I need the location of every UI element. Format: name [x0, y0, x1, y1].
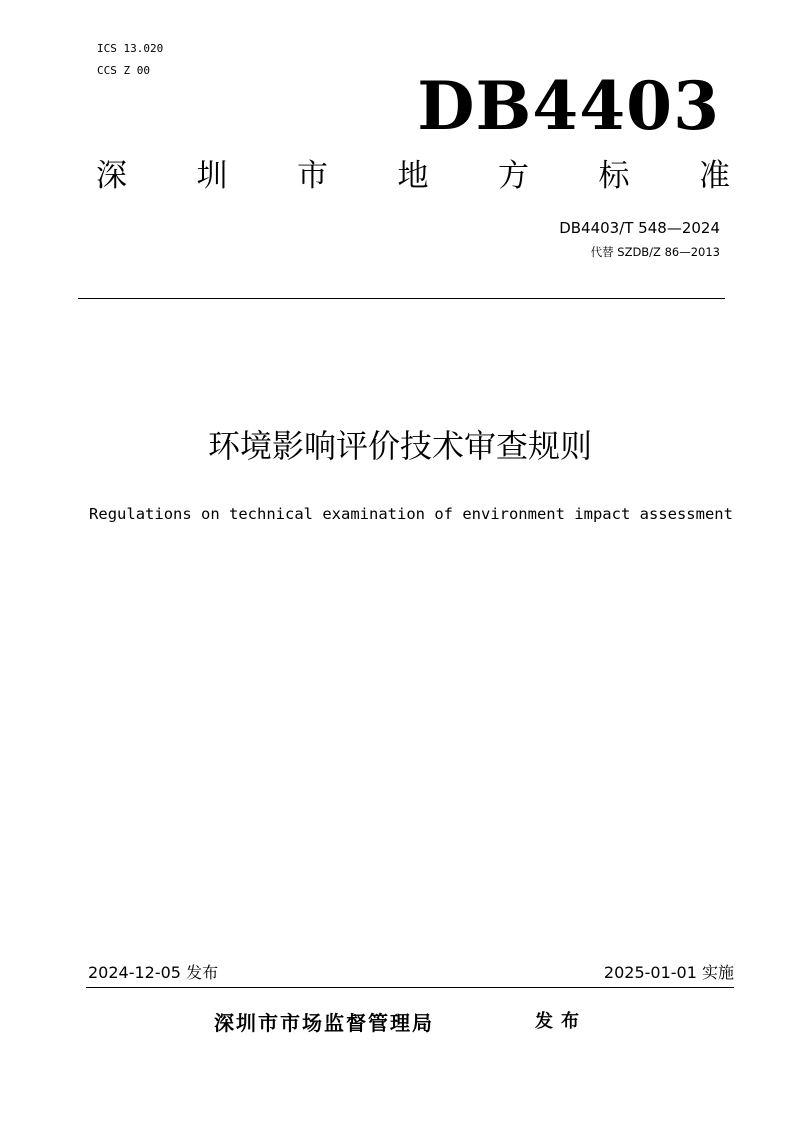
standard-type-char: 准: [699, 158, 730, 194]
issue-date: 2024-12-05 发布: [88, 963, 219, 982]
replaces-standard: 代替 SZDB/Z 86—2013: [590, 245, 720, 259]
ccs-code: CCS Z 00: [97, 64, 150, 77]
standard-type-char: 方: [498, 158, 529, 194]
implementation-date: 2025-01-01 实施: [603, 963, 734, 982]
standard-type-char: 圳: [196, 158, 228, 194]
document-title-english: Regulations on technical examination of environment impact assessment: [89, 505, 733, 523]
issuing-authority: 深圳市市场监督管理局: [214, 1011, 434, 1035]
publish-label: 发布: [535, 1011, 587, 1032]
standard-logo: DB4403: [417, 67, 720, 145]
standard-type-char: 地: [397, 158, 429, 194]
standard-type-heading: [96, 156, 730, 196]
ics-code: ICS 13.020: [97, 42, 164, 55]
standard-type-char: 标: [598, 158, 630, 194]
document-title-chinese: 环境影响评价技术审查规则: [207, 427, 592, 465]
standard-type-char: 市: [297, 158, 328, 194]
footer-divider: [86, 987, 734, 988]
standard-type-char: 深: [96, 158, 127, 194]
header-divider: [78, 298, 725, 299]
standard-number: DB4403/T 548—2024: [559, 219, 720, 237]
